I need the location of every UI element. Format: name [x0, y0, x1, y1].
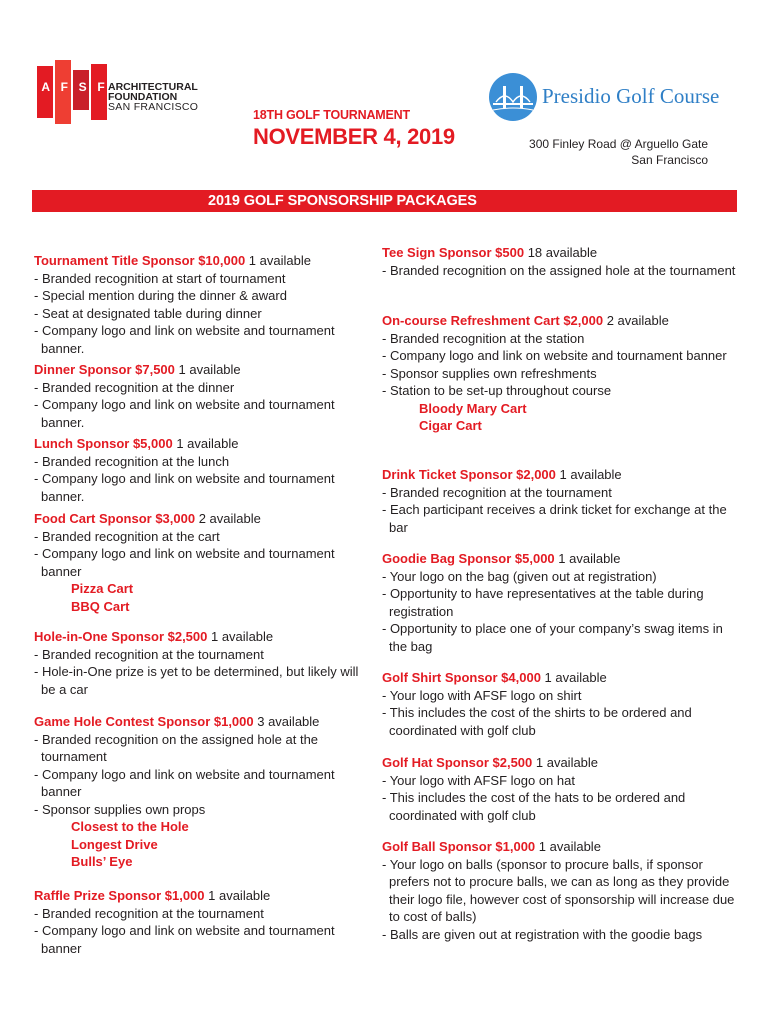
package-benefit: - Branded recognition at the dinner [34, 379, 235, 395]
package-benefit: - Your logo with AFSF logo on hat [382, 772, 575, 788]
package-name: Lunch Sponsor $5,000 [34, 436, 173, 451]
package-benefit: - Balls are given out at registration with the goodie bags [382, 926, 703, 942]
package-benefit: - Company logo and link on website and tournament banner [34, 923, 335, 956]
package-name: Hole-in-One Sponsor $2,500 [34, 629, 208, 644]
sponsor-package [382, 838, 742, 943]
package-option: Bulls’ Eye [71, 854, 133, 869]
package-title [382, 244, 742, 262]
package-title [34, 713, 364, 731]
package-benefit: - Hole-in-One prize is yet to be determined, but likely will be a car [34, 664, 359, 697]
afsf-letter: S [78, 80, 87, 94]
package-benefit: - Company logo and link on website and tournament banner. [34, 397, 335, 430]
package-benefit: - Your logo with AFSF logo on shirt [382, 687, 582, 703]
package-availability: 3 available [253, 714, 320, 729]
package-benefit: - Branded recognition at the cart [34, 528, 220, 544]
sponsor-package [34, 252, 364, 357]
afsf-line-2: FOUNDATION [108, 91, 178, 103]
package-name: Food Cart Sponsor $3,000 [34, 511, 196, 526]
package-benefit: - Company logo and link on website and tournament banner. [34, 471, 335, 504]
afsf-letter: A [41, 80, 50, 94]
package-benefit: - Branded recognition on the assigned hole at the tournament [382, 262, 736, 278]
package-name: Tee Sign Sponsor $500 [382, 245, 525, 260]
afsf-letter: F [97, 80, 105, 94]
afsf-line-3: SAN FRANCISCO [108, 101, 199, 113]
package-availability: 1 available [540, 670, 607, 685]
venue-line-2: San Francisco [631, 153, 708, 167]
golden-gate-bridge-icon [488, 72, 538, 122]
afsf-letter: F [60, 80, 68, 94]
package-availability: 1 available [204, 888, 271, 903]
sponsor-package [382, 550, 742, 655]
package-availability: 1 available [555, 467, 622, 482]
package-benefit: - Your logo on balls (sponsor to procure balls, if sponsor prefers not to procure balls, we can as long as they provide their logo file, however cost of sponsorship will increase due to cost of balls) [382, 856, 735, 924]
package-benefit: - Your logo on the bag (given out at registration) [382, 568, 657, 584]
event-tag: 18TH GOLF TOURNAMENT [253, 108, 410, 122]
sponsor-package [34, 887, 364, 957]
package-availability: 1 available [535, 839, 601, 854]
package-availability: 1 available [532, 755, 599, 770]
package-title [382, 669, 742, 687]
package-availability: 1 available [554, 551, 621, 566]
sponsor-package [382, 754, 742, 824]
package-benefit: - Branded recognition at the tournament [34, 905, 264, 921]
package-name: Dinner Sponsor $7,500 [34, 362, 175, 377]
package-title [34, 628, 364, 646]
venue-line-1: 300 Finley Road @ Arguello Gate [529, 137, 708, 151]
package-benefit: - Sponsor supplies own refreshments [382, 365, 597, 381]
package-option: Pizza Cart [71, 581, 134, 596]
package-benefit: - Branded recognition at the station [382, 330, 585, 346]
sponsor-package [34, 628, 364, 698]
package-availability: 2 available [195, 511, 261, 526]
afsf-wordmark [108, 82, 198, 112]
sponsor-package [34, 361, 364, 431]
package-benefit: - Opportunity to place one of your company’s swag items in the bag [382, 621, 723, 654]
package-benefit: - Branded recognition at the tournament [382, 484, 612, 500]
package-benefit: - Branded recognition at start of tournament [34, 270, 286, 286]
venue-address [529, 136, 708, 168]
package-benefit: - Company logo and link on website and tournament banner [34, 766, 335, 799]
package-benefit: - Branded recognition at the tournament [34, 646, 264, 662]
sponsor-package [34, 510, 364, 615]
package-benefit: - This includes the cost of the shirts to be ordered and coordinated with golf club [382, 705, 692, 738]
package-benefit: - Company logo and link on website and tournament banner [382, 348, 727, 363]
package-availability: 1 available [172, 436, 239, 451]
sponsor-package [382, 312, 742, 435]
package-title [34, 361, 364, 379]
package-benefit: - Special mention during the dinner & award [34, 288, 287, 303]
package-availability: 2 available [603, 313, 669, 328]
package-title [382, 754, 742, 772]
banner-title: 2019 GOLF SPONSORSHIP PACKAGES [208, 193, 477, 209]
package-option: Cigar Cart [419, 418, 482, 433]
sponsor-package [34, 435, 364, 505]
package-benefit: - Company logo and link on website and tournament banner. [34, 323, 335, 356]
afsf-logo [36, 52, 226, 124]
afsf-line-1: ARCHITECTURAL [108, 81, 198, 93]
package-name: Golf Shirt Sponsor $4,000 [382, 670, 541, 685]
sponsor-package [382, 669, 742, 739]
package-title [382, 550, 742, 568]
package-name: Goodie Bag Sponsor $5,000 [382, 551, 555, 566]
package-benefit: - Each participant receives a drink ticket for exchange at the bar [382, 502, 727, 535]
package-name: Golf Hat Sponsor $2,500 [382, 755, 533, 770]
afsf-letters [36, 80, 110, 94]
package-title [34, 252, 364, 270]
package-title [382, 312, 742, 330]
package-benefit: - Branded recognition at the lunch [34, 453, 230, 469]
package-benefit: - Station to be set-up throughout course [382, 383, 612, 398]
package-option: Closest to the Hole [71, 819, 189, 834]
package-title [382, 838, 742, 856]
package-name: On-course Refreshment Cart $2,000 [382, 313, 604, 328]
package-benefit: - Company logo and link on website and tournament banner [34, 546, 335, 579]
package-benefit: - Branded recognition on the assigned hole at the tournament [34, 731, 319, 764]
package-availability: 1 available [174, 362, 241, 377]
package-benefit: - This includes the cost of the hats to be ordered and coordinated with golf club [382, 790, 686, 823]
package-name: Tournament Title Sponsor $10,000 [34, 253, 246, 268]
sponsor-package [34, 713, 364, 871]
package-option: BBQ Cart [71, 598, 130, 614]
package-benefit: - Seat at designated table during dinner [34, 305, 262, 321]
event-date: NOVEMBER 4, 2019 [253, 124, 455, 149]
package-name: Golf Ball Sponsor $1,000 [382, 839, 536, 854]
package-benefit: - Opportunity to have representatives at the table during registration [382, 586, 704, 619]
presidio-wordmark: Presidio Golf Course [542, 84, 720, 108]
package-option: Bloody Mary Cart [419, 400, 527, 416]
package-title [34, 510, 364, 528]
package-title [34, 887, 364, 905]
sponsor-package [382, 466, 742, 536]
package-option: Longest Drive [71, 836, 158, 852]
package-availability: 1 available [207, 629, 274, 644]
presidio-logo [488, 72, 728, 124]
package-name: Raffle Prize Sponsor $1,000 [34, 888, 205, 903]
sponsor-package [382, 244, 742, 279]
package-name: Drink Ticket Sponsor $2,000 [382, 467, 556, 482]
package-availability: 1 available [245, 253, 311, 268]
package-benefit: - Sponsor supplies own props [34, 801, 206, 817]
package-name: Game Hole Contest Sponsor $1,000 [34, 714, 254, 729]
package-availability: 18 available [524, 245, 598, 260]
package-title [382, 466, 742, 484]
package-title [34, 435, 364, 453]
